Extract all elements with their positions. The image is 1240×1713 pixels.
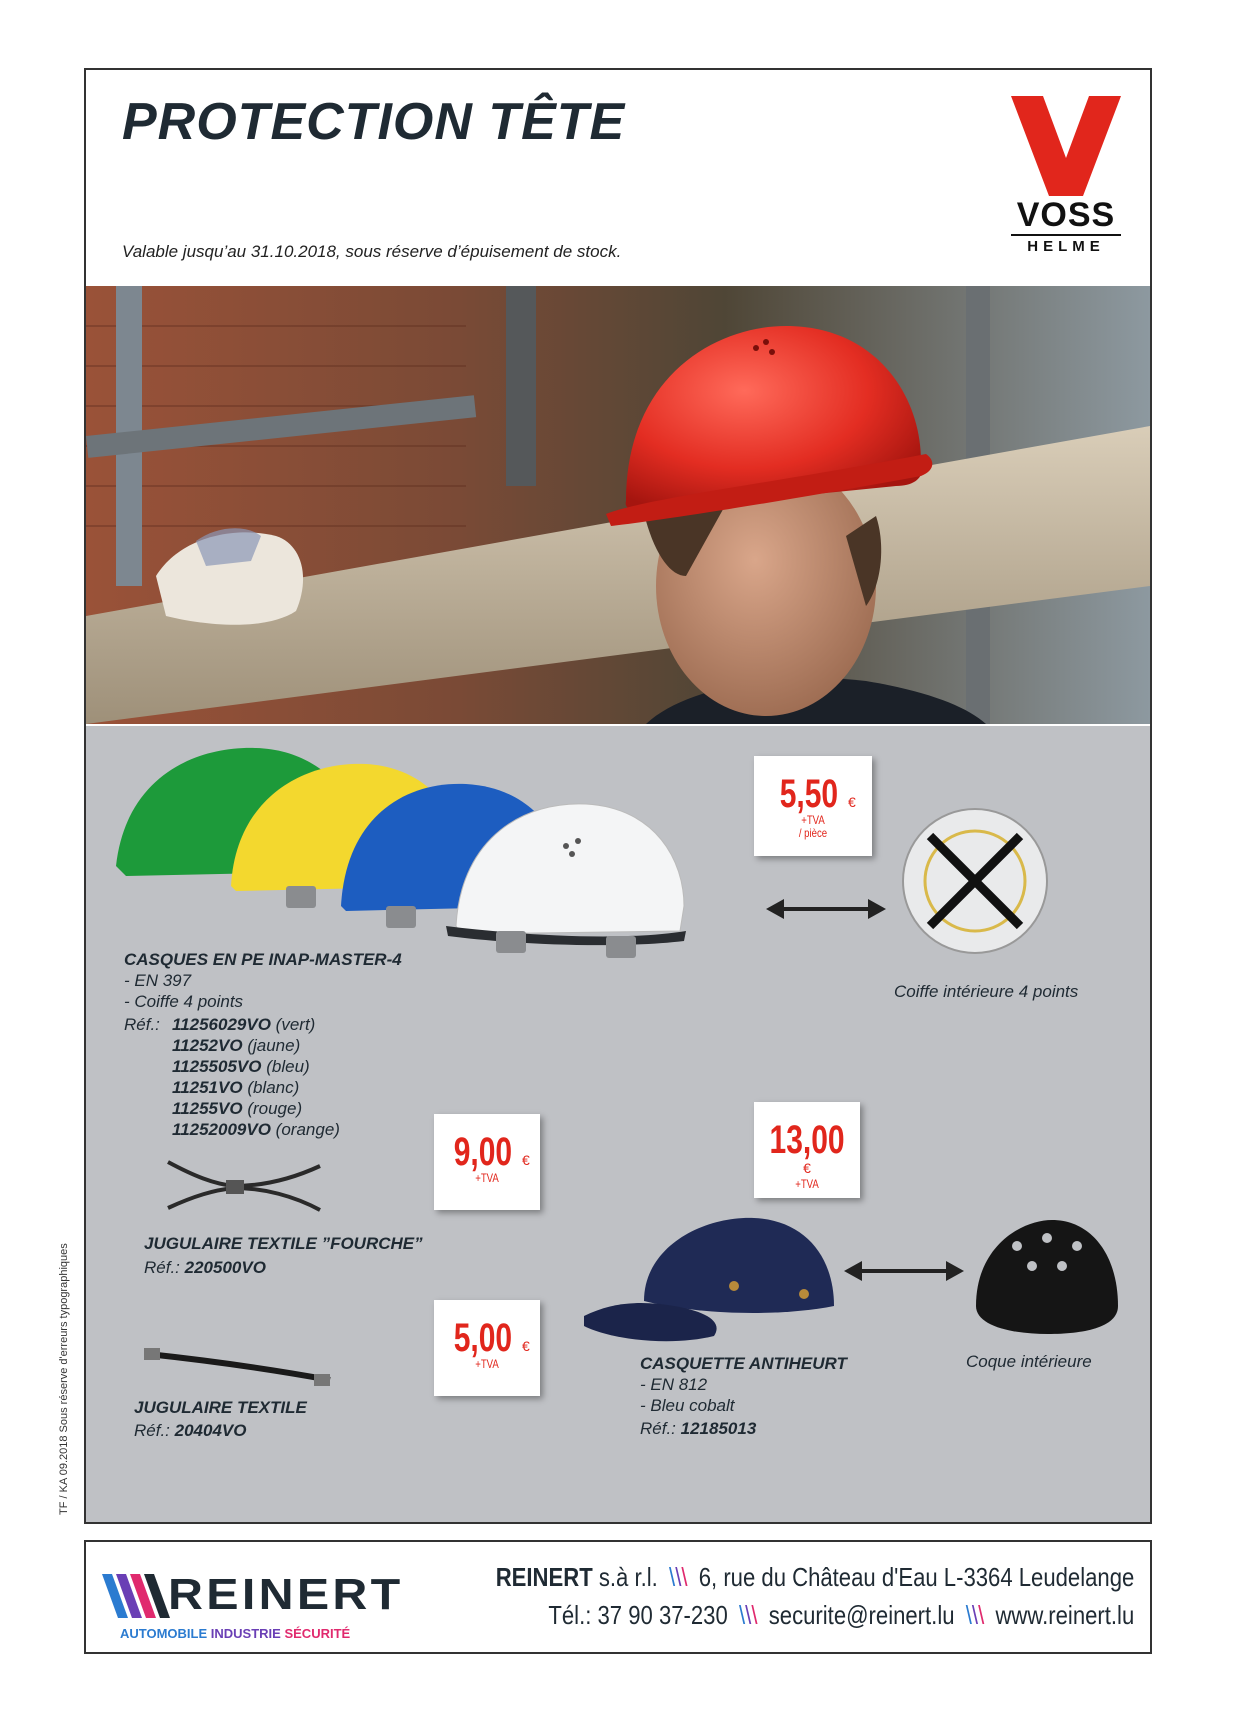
products-section [86,726,1150,1522]
stripes-separator-icon-3: \\\ [965,1600,984,1630]
jugulaire-fourche-illustration [164,1156,324,1216]
price-tag-casquette [754,1102,860,1198]
ref-row-1: 11256029VO (vert) [172,1015,316,1034]
double-arrow-icon [766,894,886,924]
footer-email[interactable]: securite@reinert.lu [768,1600,955,1630]
price-tag-jugulaire [434,1300,540,1396]
reinert-tagline: AUTOMOBILE INDUSTRIE SÉCURITÉ [120,1626,351,1641]
ref-row-3: 1125505VO (bleu) [172,1057,310,1076]
coque-interieure-illustration [972,1216,1122,1336]
ref-row-4: 11251VO (blanc) [172,1078,300,1097]
price-tag-fourche [434,1114,540,1210]
feature-casques-1: - EN 397 [124,971,192,990]
voss-logo-sub: HELME [1011,234,1121,255]
double-arrow-icon-2 [844,1256,964,1286]
currency-casquette: € [803,1160,811,1176]
ref-casquette: Réf.: 12185013 [640,1419,757,1438]
reinert-stripes-icon [102,1574,172,1618]
price-casquette: 13,00 [769,1118,845,1162]
ref-jugulaire: Réf.: 20404VO [134,1421,247,1440]
voss-logo [1011,96,1131,256]
title-jugulaire: JUGULAIRE TEXTILE [134,1398,307,1417]
stripes-separator-icon-2: \\\ [738,1600,758,1630]
ref-fourche: Réf.: 220500VO [144,1258,266,1277]
coiffe-interieure-illustration [900,806,1050,956]
ref-row-6: 11252009VO (orange) [172,1120,340,1139]
feature-casques-2: - Coiffe 4 points [124,992,244,1011]
feature-casquette-1: - EN 812 [640,1375,708,1394]
price-fourche: 9,00 [453,1130,513,1174]
caption-coiffe: Coiffe intérieure 4 points [894,982,1079,1001]
casquette-illustration [584,1206,844,1356]
footer-contact [548,1600,1134,1631]
reinert-logo [98,1566,404,1641]
ref-row-5: 11255VO (rouge) [172,1099,303,1118]
caption-coque: Coque intérieure [966,1352,1092,1371]
footer-address: REINERT s.à r.l. \\\ 6, rue du Château d'Eau L-3364 Leudelange [495,1562,1134,1592]
hero-photo [86,286,1150,724]
ref-label-casques: Réf.: [124,1015,160,1034]
unit-casques: / pièce [798,826,828,841]
currency-fourche: € [522,1152,530,1168]
title-casques: CASQUES EN PE INAP-MASTER-4 [124,950,402,969]
stripes-separator-icon: \\\ [668,1562,688,1592]
title-casquette: CASQUETTE ANTIHEURT [640,1354,847,1373]
validity-note: Valable jusqu’au 31.10.2018, sous réserve d’épuisement de stock. [122,242,622,261]
jugulaire-illustration [144,1346,334,1386]
page-frame [84,68,1152,1524]
title-fourche: JUGULAIRE TEXTILE ”FOURCHE” [144,1234,423,1253]
price-tag-casques [754,756,872,856]
tva-casquette: +TVA [795,1177,819,1191]
voss-logo-name: VOSS [1016,196,1116,234]
price-casques: 5,50 [779,772,839,816]
tva-jugulaire: +TVA [475,1357,499,1371]
currency-casques: € [848,794,856,810]
footer [84,1540,1152,1654]
voss-v-icon [1011,96,1121,196]
side-note: TF / KA 09.2018 Sous réserve d'erreurs typographiques [58,1243,70,1515]
feature-casquette-2: - Bleu cobalt [640,1396,735,1415]
tva-fourche: +TVA [475,1171,499,1185]
helmets-illustration [106,736,706,966]
price-jugulaire: 5,00 [453,1316,513,1360]
currency-jugulaire: € [522,1338,530,1354]
reinert-logo-word: REINERT [168,1570,404,1619]
tva-casques: +TVA [801,813,825,827]
page-title: PROTECTION TÊTE [122,93,626,151]
footer-website[interactable]: www.reinert.lu [995,1600,1134,1630]
ref-row-2: 11252VO (jaune) [172,1036,301,1055]
footer-phone: Tél.: 37 90 37-230 [548,1600,728,1630]
